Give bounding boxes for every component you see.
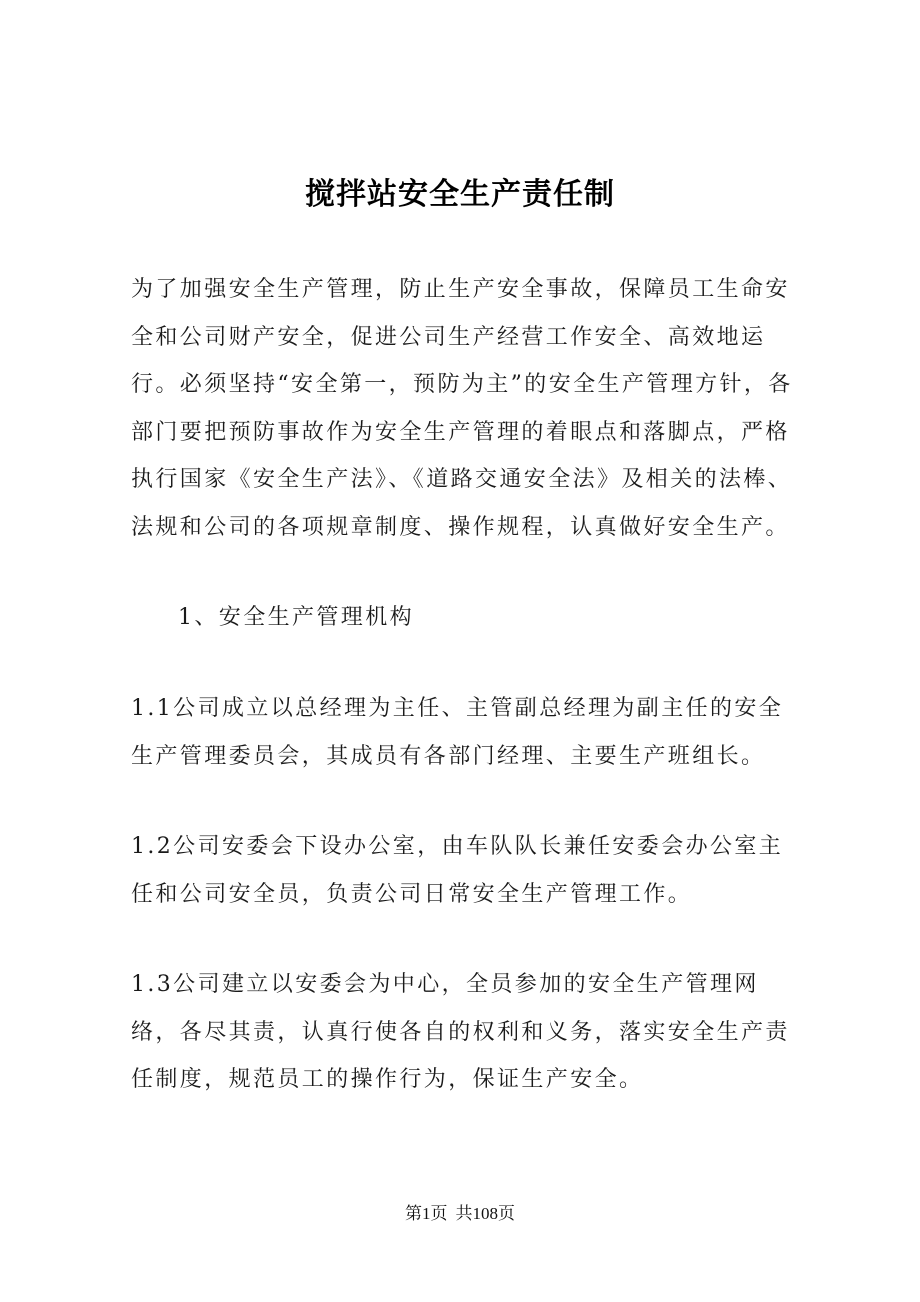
intro-paragraph: 为了加强安全生产管理，防止生产安全事故，保障员工生命安全和公司财产安全，促进公司生产经营工作安全、高效地运行。必须坚持“安全第一，预防为主”的安全生产管理方针，各部门要把预防事故作为安全生产管理的着眼点和落脚点，严格执行国家《安全生产法》、《道路交通安全法》及相关的法棒、法规和公司的各项规章制度、操作规程，认真做好安全生产。 xyxy=(131,277,793,540)
list-item: 1.2公司安委会下设办公室，由车队队长兼任安委会办公室主任和公司安全员，负责公司日常安全生产管理工作。 xyxy=(131,834,784,907)
page-number: 第1页 xyxy=(405,1204,448,1223)
page-total: 共108页 xyxy=(455,1204,515,1223)
section-heading: 1、安全生产管理机构 xyxy=(178,605,414,630)
page-footer xyxy=(0,1200,920,1228)
list-item: 1.3公司建立以安委会为中心，全员参加的安全生产管理网络，各尽其责，认真行使各自的权利和义务，落实安全生产责任制度，规范员工的操作行为，保证生产安全。 xyxy=(131,972,790,1092)
document-title: 搅拌站安全生产责任制 xyxy=(305,177,615,212)
list-item: 1.1公司成立以总经理为主任、主管副总经理为副主任的安全生产管理委员会，其成员有各部门经理、主要生产班组长。 xyxy=(131,696,784,769)
